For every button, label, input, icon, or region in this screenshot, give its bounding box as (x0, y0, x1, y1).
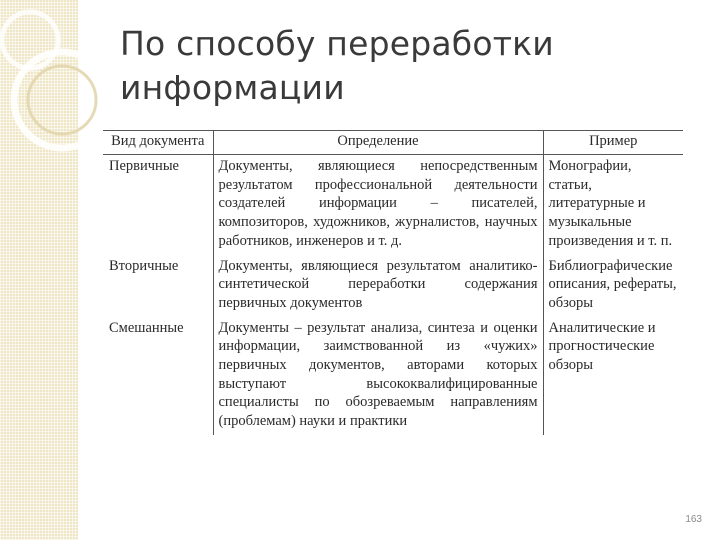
cell-definition: Документы, являющиеся непосредственным результатом профессиональной деятельности создателей информации – писателей, композиторов, художников, журналистов, научных работников, инженеров и т. д. (213, 155, 543, 255)
cell-example: Монографии, статьи, литературные и музыкальные произведения и т. п. (543, 155, 683, 255)
cell-kind: Первичные (109, 158, 179, 174)
header-definition: Определение (213, 131, 543, 155)
table-row (103, 255, 683, 317)
cell-example: Библиографические описания, рефераты, обзоры (543, 255, 683, 317)
cell-kind: Вторичные (109, 257, 179, 274)
page-number: 163 (685, 514, 702, 525)
document-types-table-container (103, 130, 683, 435)
cell-definition: Документы – результат анализа, синтеза и оценки информации, заимствованной из «чужих» первичных документов, авторами которых выступают высококвалифицированные специалисты по обозреваемым направлениям (проблемам) науки и практики (213, 317, 543, 435)
header-kind: Вид документа (103, 131, 213, 155)
cell-example: Аналитические и прогностические обзоры (543, 317, 683, 435)
table-header-row (103, 131, 683, 155)
cell-definition: Документы, являющиеся результатом аналитико-синтетической переработки содержания первичных документов (213, 255, 543, 317)
document-types-table (103, 130, 683, 435)
header-example: Пример (543, 131, 683, 155)
table-row (103, 155, 683, 255)
page-title: По способу переработки информации (120, 24, 554, 107)
table-row (103, 317, 683, 435)
cell-kind: Смешанные (109, 319, 184, 336)
